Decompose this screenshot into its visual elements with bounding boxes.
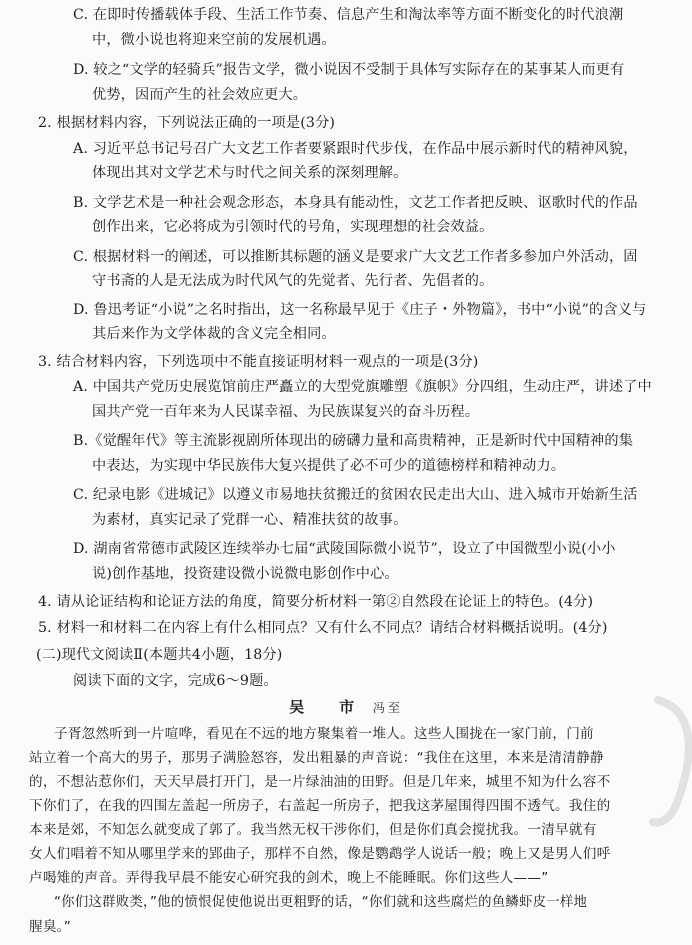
q1-option-d-line2: 优势，因而产生的社会效应更大。 (92, 87, 308, 103)
q3-option-b-line2: 中表达，为实现中华民族伟大复兴提供了必不可少的道德榜样和精神动力。 (92, 458, 566, 474)
q3-option-c-line2: 为素材，真实记录了党群一心、精准扶贫的故事。 (92, 512, 408, 528)
q2-option-d-line1: D. 鲁迅考证“小说”之名时指出，这一名称最早见于《庄子・外物篇》，书中“小说”的含义与 (73, 302, 647, 318)
q2-option-b-line2: 创作出来，它必将成为引领时代的号角，实现理想的社会效益。 (92, 219, 494, 235)
q1-option-c-line2: 中，微小说也将迎来空前的发展机遇。 (92, 32, 336, 48)
q4-stem: 4. 请从论证结构和论证方法的角度，简要分析材料一第②自然段在论证上的特色。(4分) (38, 594, 594, 610)
story-author: 冯至 (372, 701, 403, 715)
q3-option-a-line2: 国共产党一百年来为人民谋幸福、为民族谋复兴的奋斗历程。 (92, 404, 480, 420)
story-p1-line2: 站立着一个高大的男子，那男子满脸怒容，发出粗暴的声音说：“我住在这里，本来是清清静静 (29, 750, 604, 766)
q2-option-d-line2: 其后来作为文学体裁的含义完全相同。 (92, 326, 336, 342)
q3-option-d-line1: D. 湖南省常德市武陵区连续举办七届“武陵国际微小说节”，设立了中国微型小说(小小 (73, 541, 616, 557)
story-p1-line5: 本来是郊，不知怎么就变成了郭了。我当然无权干涉你们，但是你们真会搅扰我。一清早就有 (29, 822, 597, 838)
section2-instruction: 阅读下面的文字，完成6～9题。 (73, 673, 278, 689)
q2-option-c-line1: C. 根据材料一的阐述，可以推断其标题的涵义是要求广大文艺工作者多参加户外活动，固 (73, 249, 638, 265)
story-p1-line7: 卢喝雉的声音。弄得我早晨不能安心研究我的剑术，晚上不能睡眠。你们这些人——” (29, 870, 549, 886)
story-p2-line2: 腥臭。” (29, 919, 72, 935)
story-p1-line4: 下你们了，在我的四围左盖起一所房子，右盖起一所房子，把我这茅屋围得四围不透气。我住的 (29, 798, 611, 814)
q2-option-c-line2: 守书斋的人是无法成为时代风气的先觉者、先行者、先倡者的。 (92, 273, 494, 289)
q3-option-c-line1: C. 纪录电影《进城记》以遵义市易地扶贫搬迁的贫困农民走出大山、进入城市开始新生活 (73, 487, 638, 503)
story-title: 吴 市 (289, 698, 365, 716)
section2-header: (二)现代文阅读Ⅱ(本题共4小题，18分) (36, 647, 283, 663)
q3-stem: 3. 结合材料内容，下列选项中不能直接证明材料一观点的一项是(3分) (38, 354, 479, 370)
q2-stem: 2. 根据材料内容，下列说法正确的一项是(3分) (38, 115, 336, 131)
page-edge-mark (638, 690, 692, 830)
story-p1-line6: 女人们唱着不知从哪里学来的郢曲子，那样不自然，像是鹦鹉学人说话一般；晚上又是男人们呼 (29, 846, 611, 862)
story-p1-line3: 的，不想沾惹你们，天天早晨打开门，是一片绿油油的田野。但是几年来，城里不知为什么容不 (29, 774, 611, 790)
q2-option-a-line1: A. 习近平总书记号召广大文艺工作者要紧跟时代步伐，在作品中展示新时代的精神风貌， (73, 141, 638, 157)
q3-option-a-line1: A. 中国共产党历史展览馆前庄严矗立的大型党旗雕塑《旗帜》分四组，生动庄严，讲述了中 (73, 379, 652, 395)
q3-option-d-line2: 说)创作基地，投资建设微小说微电影创作中心。 (92, 566, 399, 582)
story-p1-line1: 子胥忽然听到一片喧哗，看见在不远的地方聚集着一堆人。这些人围拢在一家门前，门前 (54, 726, 594, 742)
q1-option-c-line1: C. 在即时传播载体手段、生活工作节奏、信息产生和淘汰率等方面不断变化的时代浪潮 (73, 7, 624, 23)
story-p2-line1: “你们这群败类，”他的愤恨促使他说出更粗野的话，“你们就和这些腐烂的鱼鳞虾皮一样地 (54, 895, 588, 910)
q2-option-b-line1: B. 文学艺术是一种社会观念形态，本身具有能动性，文艺工作者把反映、讴歌时代的作品 (73, 195, 638, 211)
q5-stem: 5. 材料一和材料二在内容上有什么相同点？又有什么不同点？请结合材料概括说明。(4分) (38, 620, 608, 636)
q3-option-b-line1: B.《觉醒年代》等主流影视剧所体现出的磅礴力量和高贵精神，正是新时代中国精神的集 (73, 433, 634, 449)
story-title-line (0, 697, 692, 718)
q1-option-d-line1: D. 较之“文学的轻骑兵”报告文学，微小说因不受制于具体写实际存在的某事某人而更有 (73, 62, 625, 78)
q2-option-a-line2: 体现出其对文学艺术与时代之间关系的深刻理解。 (92, 165, 408, 181)
